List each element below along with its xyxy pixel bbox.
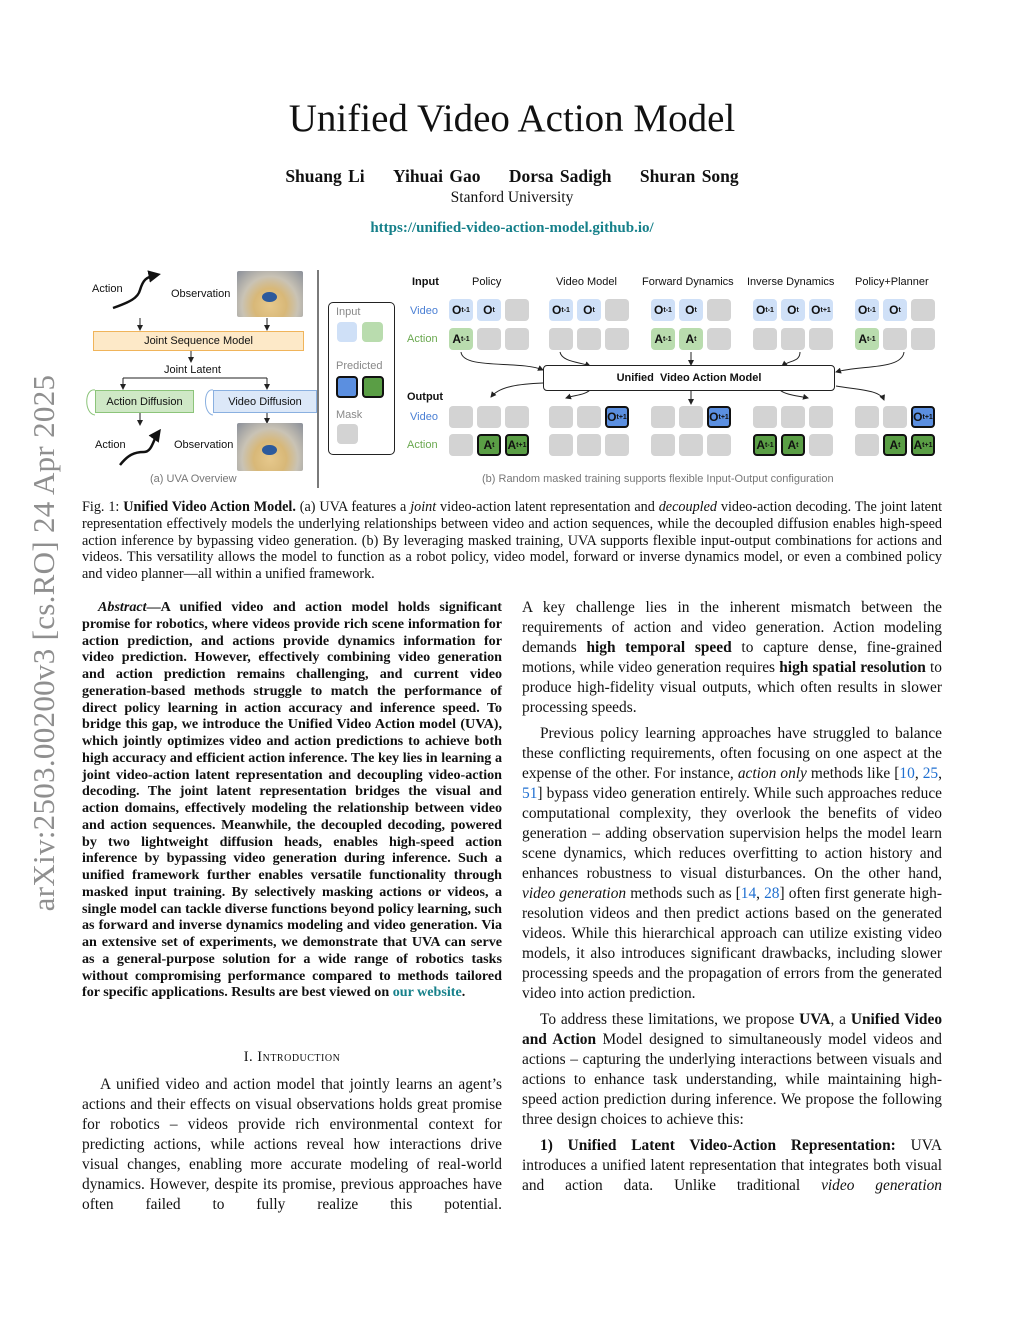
output-video-row-label: Video bbox=[410, 411, 438, 423]
legend-input-label: Input bbox=[336, 306, 361, 318]
token-subscript: t-1 bbox=[765, 306, 774, 314]
token-subscript: t bbox=[796, 306, 799, 314]
configuration-heading: Forward Dynamics bbox=[642, 276, 734, 288]
action-token-masked bbox=[549, 328, 573, 350]
token-subscript: t bbox=[694, 335, 697, 343]
action-token-predicted bbox=[883, 434, 907, 456]
video-token-input bbox=[651, 299, 675, 321]
action-token-masked bbox=[605, 328, 629, 350]
token-symbol: O bbox=[913, 410, 923, 424]
text-segment: to capture dense, fine-grained motions, while video generation requires bbox=[522, 639, 943, 676]
token-symbol: O bbox=[552, 303, 562, 317]
action-token-masked bbox=[911, 328, 935, 350]
text-segment: 1) Unified Latent Video-Action Representation: bbox=[540, 1137, 896, 1154]
text-segment: video-action latent representation and bbox=[436, 499, 659, 515]
text-segment: joint bbox=[410, 499, 437, 515]
token-subscript: t+1 bbox=[922, 441, 933, 449]
text-segment: video generation bbox=[522, 885, 627, 902]
video-diffusion-box: Video Diffusion bbox=[213, 390, 317, 413]
legend-input-video-swatch bbox=[337, 322, 357, 342]
text-segment: decoupled bbox=[658, 499, 718, 515]
video-token-masked bbox=[605, 299, 629, 321]
text-segment: Unified Video Action Model. bbox=[123, 499, 296, 515]
video-token-masked bbox=[505, 406, 529, 428]
video-token-input bbox=[449, 299, 473, 321]
text-segment: , bbox=[914, 765, 923, 782]
paper-title: Unified Video Action Model bbox=[288, 97, 736, 140]
affiliation: Stanford University bbox=[450, 189, 574, 206]
legend-predicted-label: Predicted bbox=[336, 360, 383, 372]
token-subscript: t-1 bbox=[461, 306, 470, 314]
token-subscript: t-1 bbox=[561, 306, 570, 314]
video-token-input bbox=[855, 299, 879, 321]
video-token-masked bbox=[549, 406, 573, 428]
token-subscript: t+1 bbox=[820, 306, 831, 314]
abstract bbox=[82, 599, 502, 1001]
action-token-masked bbox=[577, 328, 601, 350]
legend-mask-swatch bbox=[337, 424, 358, 444]
token-subscript: t bbox=[592, 306, 595, 314]
token-subscript: t bbox=[694, 306, 697, 314]
video-token-input bbox=[809, 299, 833, 321]
arxiv-side-stamp: arXiv:2503.00200v3 [cs.RO] 24 Apr 2025 bbox=[26, 374, 61, 912]
token-symbol: A bbox=[452, 332, 462, 346]
paragraph bbox=[522, 598, 942, 718]
output-heading: Output bbox=[407, 391, 444, 403]
action-token-masked bbox=[549, 434, 573, 456]
token-symbol: A bbox=[889, 438, 899, 452]
token-symbol: A bbox=[507, 438, 517, 452]
section-heading-introduction: I. Introduction bbox=[243, 1049, 341, 1065]
action-token-masked bbox=[651, 434, 675, 456]
text-segment: methods like [ bbox=[806, 765, 900, 782]
author-name: Shuang Li bbox=[285, 166, 365, 186]
text-segment: methods such as [ bbox=[626, 885, 741, 902]
action-token-input bbox=[651, 328, 675, 350]
token-symbol: O bbox=[685, 303, 695, 317]
token-symbol: A bbox=[685, 332, 695, 346]
video-token-input bbox=[753, 299, 777, 321]
paragraph bbox=[522, 724, 942, 1004]
video-token-predicted bbox=[605, 406, 629, 428]
token-subscript: t-1 bbox=[765, 441, 774, 449]
token-symbol: O bbox=[787, 303, 797, 317]
action-token-masked bbox=[809, 328, 833, 350]
action-token-masked bbox=[605, 434, 629, 456]
configuration-heading: Inverse Dynamics bbox=[747, 276, 835, 288]
token-subscript: t bbox=[492, 306, 495, 314]
video-token-masked bbox=[577, 406, 601, 428]
action-token-masked bbox=[679, 434, 703, 456]
token-symbol: O bbox=[889, 303, 899, 317]
paragraph bbox=[522, 1010, 942, 1130]
observation-input-label: Observation bbox=[171, 288, 231, 300]
token-subscript: t+1 bbox=[718, 413, 729, 421]
joint-latent-label: Joint Latent bbox=[164, 364, 221, 376]
token-symbol: O bbox=[483, 303, 493, 317]
text-segment: high spatial resolution bbox=[779, 659, 926, 676]
joint-sequence-model-box: Joint Sequence Model bbox=[93, 331, 304, 351]
text-segment: Abstract bbox=[98, 599, 147, 615]
text-segment: video-action decoding. The joint latent representation effectively models the underlying relationships between video and action sequences, while the decoupled diffusion enables high-speed action inference by bypassing video generation. (b) By leveraging masked training, UVA supports flexible input-output combinations for actions and videos. This versatility allows the model to function as a robot policy, video model, forward or inverse dynamics model, or even a combined policy and video planner—all within a unified framework. bbox=[82, 499, 943, 583]
video-token-input bbox=[679, 299, 703, 321]
text-segment: ] often first generate high-resolution videos and then predict actions based on the generated videos. While this hierarchical approach can utilize existing video models, it also introduces significant drawbacks, including slower processing speeds and the propagation of errors from the generated video into action prediction. bbox=[522, 885, 942, 1002]
video-token-predicted bbox=[707, 406, 731, 428]
action-token-masked bbox=[505, 328, 529, 350]
observation-output-label: Observation bbox=[174, 439, 234, 451]
token-symbol: O bbox=[583, 303, 593, 317]
token-symbol: A bbox=[654, 332, 664, 346]
token-symbol: O bbox=[654, 303, 664, 317]
panel-a-caption: (a) UVA Overview bbox=[150, 473, 237, 485]
configuration-heading: Policy bbox=[472, 276, 502, 288]
action-token-predicted bbox=[753, 434, 777, 456]
citation-link[interactable]: 28 bbox=[764, 885, 780, 902]
introduction-paragraph bbox=[82, 1075, 502, 1215]
paragraph bbox=[82, 1075, 502, 1215]
text-segment: . bbox=[461, 984, 466, 1001]
text-segment: To address these limitations, we propose bbox=[540, 1011, 800, 1028]
action-token-masked bbox=[477, 328, 501, 350]
token-symbol: A bbox=[483, 438, 493, 452]
action-token-masked bbox=[449, 434, 473, 456]
paragraph bbox=[82, 499, 942, 583]
author-name: Dorsa Sadigh bbox=[508, 166, 612, 186]
action-token-masked bbox=[577, 434, 601, 456]
token-symbol: O bbox=[811, 303, 821, 317]
token-symbol: A bbox=[913, 438, 923, 452]
video-token-masked bbox=[707, 299, 731, 321]
text-segment: ] bypass video generation entirely. While such approaches reduce computational complexity, they overlook the benefits of video generation – adding observation supervision helps the model learn scene dynamics, which reduces overfitting to action history and enhances robustness to visual disturbances. On the other hand, bbox=[522, 785, 942, 882]
action-token-input bbox=[449, 328, 473, 350]
video-token-masked bbox=[679, 406, 703, 428]
action-diffusion-box: Action Diffusion bbox=[95, 390, 194, 413]
video-token-masked bbox=[809, 406, 833, 428]
action-token-predicted bbox=[477, 434, 501, 456]
video-token-masked bbox=[651, 406, 675, 428]
token-subscript: t bbox=[492, 441, 495, 449]
action-token-masked bbox=[855, 434, 879, 456]
video-token-input bbox=[781, 299, 805, 321]
text-segment: video generation bbox=[821, 1177, 942, 1194]
website-link[interactable]: our website bbox=[392, 984, 462, 1001]
video-token-masked bbox=[477, 406, 501, 428]
token-symbol: O bbox=[709, 410, 719, 424]
unified-model-box: Unified Video Action Model bbox=[543, 365, 835, 391]
video-token-input bbox=[883, 299, 907, 321]
text-segment: Previous policy learning approaches have struggled to balance these conflicting requirements, often focusing on one aspect at the expense of the other. For instance, bbox=[522, 725, 942, 782]
action-token-input bbox=[679, 328, 703, 350]
action-token-masked bbox=[883, 328, 907, 350]
legend-predicted-action-swatch bbox=[362, 376, 384, 398]
token-symbol: O bbox=[607, 410, 617, 424]
text-segment: Fig. 1: bbox=[82, 499, 124, 515]
paragraph bbox=[522, 1136, 942, 1196]
action-token-predicted bbox=[781, 434, 805, 456]
configuration-heading: Video Model bbox=[556, 276, 617, 288]
text-segment: Unified Video and Action bbox=[522, 1011, 943, 1048]
action-token-input bbox=[855, 328, 879, 350]
token-subscript: t-1 bbox=[867, 335, 876, 343]
action-token-masked bbox=[809, 434, 833, 456]
output-action-row-label: Action bbox=[407, 439, 438, 451]
action-token-predicted bbox=[911, 434, 935, 456]
token-symbol: A bbox=[858, 332, 868, 346]
text-segment: —A unified video and action model holds significant promise for robotics, where videos provide rich scene information for action prediction, and actions provide dynamics information for video prediction. However, effectively combining video generation and action prediction remains challenging, and current video generation-based methods struggle to match the performance of direct policy learning in action accuracy and inference speed. To bridge this gap, we introduce the Unified Video Action model (UVA), which jointly optimizes video and action predictions to achieve both high accuracy and efficient action inference. The key lies in learning a joint video-action latent representation and decoupling video-action decoding. The joint latent representation bridges the visual and action domains, effectively modeling the relationship between video and action sequences. Meanwhile, the decoupled decoding, powered by two lightweight diffusion heads, enables high-speed action inference by bypassing video generation during inference. Such a unified framework further enables versatile functionality through masked input training. By selectively masking actions or videos, a single model can tackle diverse functions beyond policy learning, such as forward and inverse dynamics modeling and video generation. Via an extensive set of experiments, we demonstrate that UVA can serve as a general-purpose solution for a wide range of robotics tasks without compromising performance compared to methods tailored for specific applications. Results are best viewed on bbox=[82, 599, 502, 1001]
video-token-input bbox=[477, 299, 501, 321]
token-subscript: t bbox=[796, 441, 799, 449]
video-token-masked bbox=[505, 299, 529, 321]
token-subscript: t-1 bbox=[663, 306, 672, 314]
panel-b-caption: (b) Random masked training supports flexible Input-Output configuration bbox=[482, 473, 834, 485]
action-token-predicted bbox=[505, 434, 529, 456]
text-segment: high temporal speed bbox=[586, 639, 732, 656]
author-name: Yihuai Gao bbox=[393, 166, 481, 186]
input-video-row-label: Video bbox=[410, 305, 438, 317]
token-symbol: O bbox=[756, 303, 766, 317]
citation-link[interactable]: 51 bbox=[522, 785, 538, 802]
legend-predicted-video-swatch bbox=[336, 376, 358, 398]
legend-mask-label: Mask bbox=[336, 409, 363, 421]
text-segment: UVA introduces a unified latent representation that integrates both visual and action data. Unlike traditional bbox=[522, 1137, 942, 1194]
text-segment: , bbox=[938, 765, 942, 782]
token-subscript: t+1 bbox=[922, 413, 933, 421]
token-subscript: t bbox=[898, 441, 901, 449]
action-output-label: Action bbox=[95, 439, 126, 451]
token-subscript: t-1 bbox=[663, 335, 672, 343]
token-symbol: A bbox=[787, 438, 797, 452]
token-subscript: t-1 bbox=[867, 306, 876, 314]
text-segment: , bbox=[756, 885, 765, 902]
citation-link[interactable]: 25 bbox=[922, 765, 939, 782]
input-heading: Input bbox=[412, 276, 439, 288]
citation-link[interactable]: 14 bbox=[740, 885, 757, 902]
token-subscript: t-1 bbox=[461, 335, 470, 343]
video-token-masked bbox=[753, 406, 777, 428]
video-token-input bbox=[549, 299, 573, 321]
action-token-masked bbox=[753, 328, 777, 350]
text-segment: UVA bbox=[799, 1011, 831, 1028]
legend-input-action-swatch bbox=[362, 322, 383, 342]
author-name: Shuran Song bbox=[639, 166, 739, 186]
action-input-label: Action bbox=[92, 283, 123, 295]
video-token-masked bbox=[911, 299, 935, 321]
token-symbol: A bbox=[756, 438, 766, 452]
citation-link[interactable]: 10 bbox=[899, 765, 915, 782]
text-segment: A unified video and action model that jointly learns an agent’s actions and their effects on visual observations holds great promise for robotics – videos provide rich environmental context for predicting actions, while actions reveal how interactions drive visual changes, enabling more accurate modeling of real-world dynamics. However, despite its promise, previous approaches have often failed to fully realize this potential. bbox=[82, 1076, 502, 1213]
token-subscript: t bbox=[898, 306, 901, 314]
observation-output-image bbox=[237, 423, 303, 471]
text-segment: , a bbox=[830, 1011, 851, 1028]
video-token-masked bbox=[883, 406, 907, 428]
observation-input-image bbox=[237, 271, 303, 317]
figure-caption bbox=[82, 499, 942, 583]
action-trajectory-icon bbox=[120, 433, 158, 465]
action-token-masked bbox=[707, 434, 731, 456]
video-token-masked bbox=[855, 406, 879, 428]
project-url-link[interactable]: https://unified-video-action-model.github.io/ bbox=[370, 220, 654, 236]
token-subscript: t+1 bbox=[516, 441, 527, 449]
input-action-row-label: Action bbox=[407, 333, 438, 345]
text-segment: action only bbox=[737, 765, 807, 782]
video-token-masked bbox=[781, 406, 805, 428]
video-token-input bbox=[577, 299, 601, 321]
right-column bbox=[522, 598, 942, 1202]
configuration-heading: Policy+Planner bbox=[855, 276, 929, 288]
text-segment: to produce high-fidelity visual outputs, which often results in slower processing speeds. bbox=[522, 659, 943, 716]
action-token-masked bbox=[707, 328, 731, 350]
video-token-predicted bbox=[911, 406, 935, 428]
token-subscript: t+1 bbox=[616, 413, 627, 421]
action-token-masked bbox=[781, 328, 805, 350]
paragraph bbox=[82, 599, 502, 1001]
token-symbol: O bbox=[452, 303, 462, 317]
video-token-masked bbox=[449, 406, 473, 428]
token-symbol: O bbox=[858, 303, 868, 317]
text-segment: Model designed to simultaneously model videos and actions – capturing the underlying interactions between visuals and actions to enhance task understanding, while maintaining high-speed action prediction during inference. We propose the following three design choices to achieve this: bbox=[522, 1031, 942, 1128]
text-segment: (a) UVA features a bbox=[295, 499, 411, 515]
text-segment: A key challenge lies in the inherent mismatch between the requirements of action and video generation. Action modeling demands bbox=[522, 599, 942, 656]
